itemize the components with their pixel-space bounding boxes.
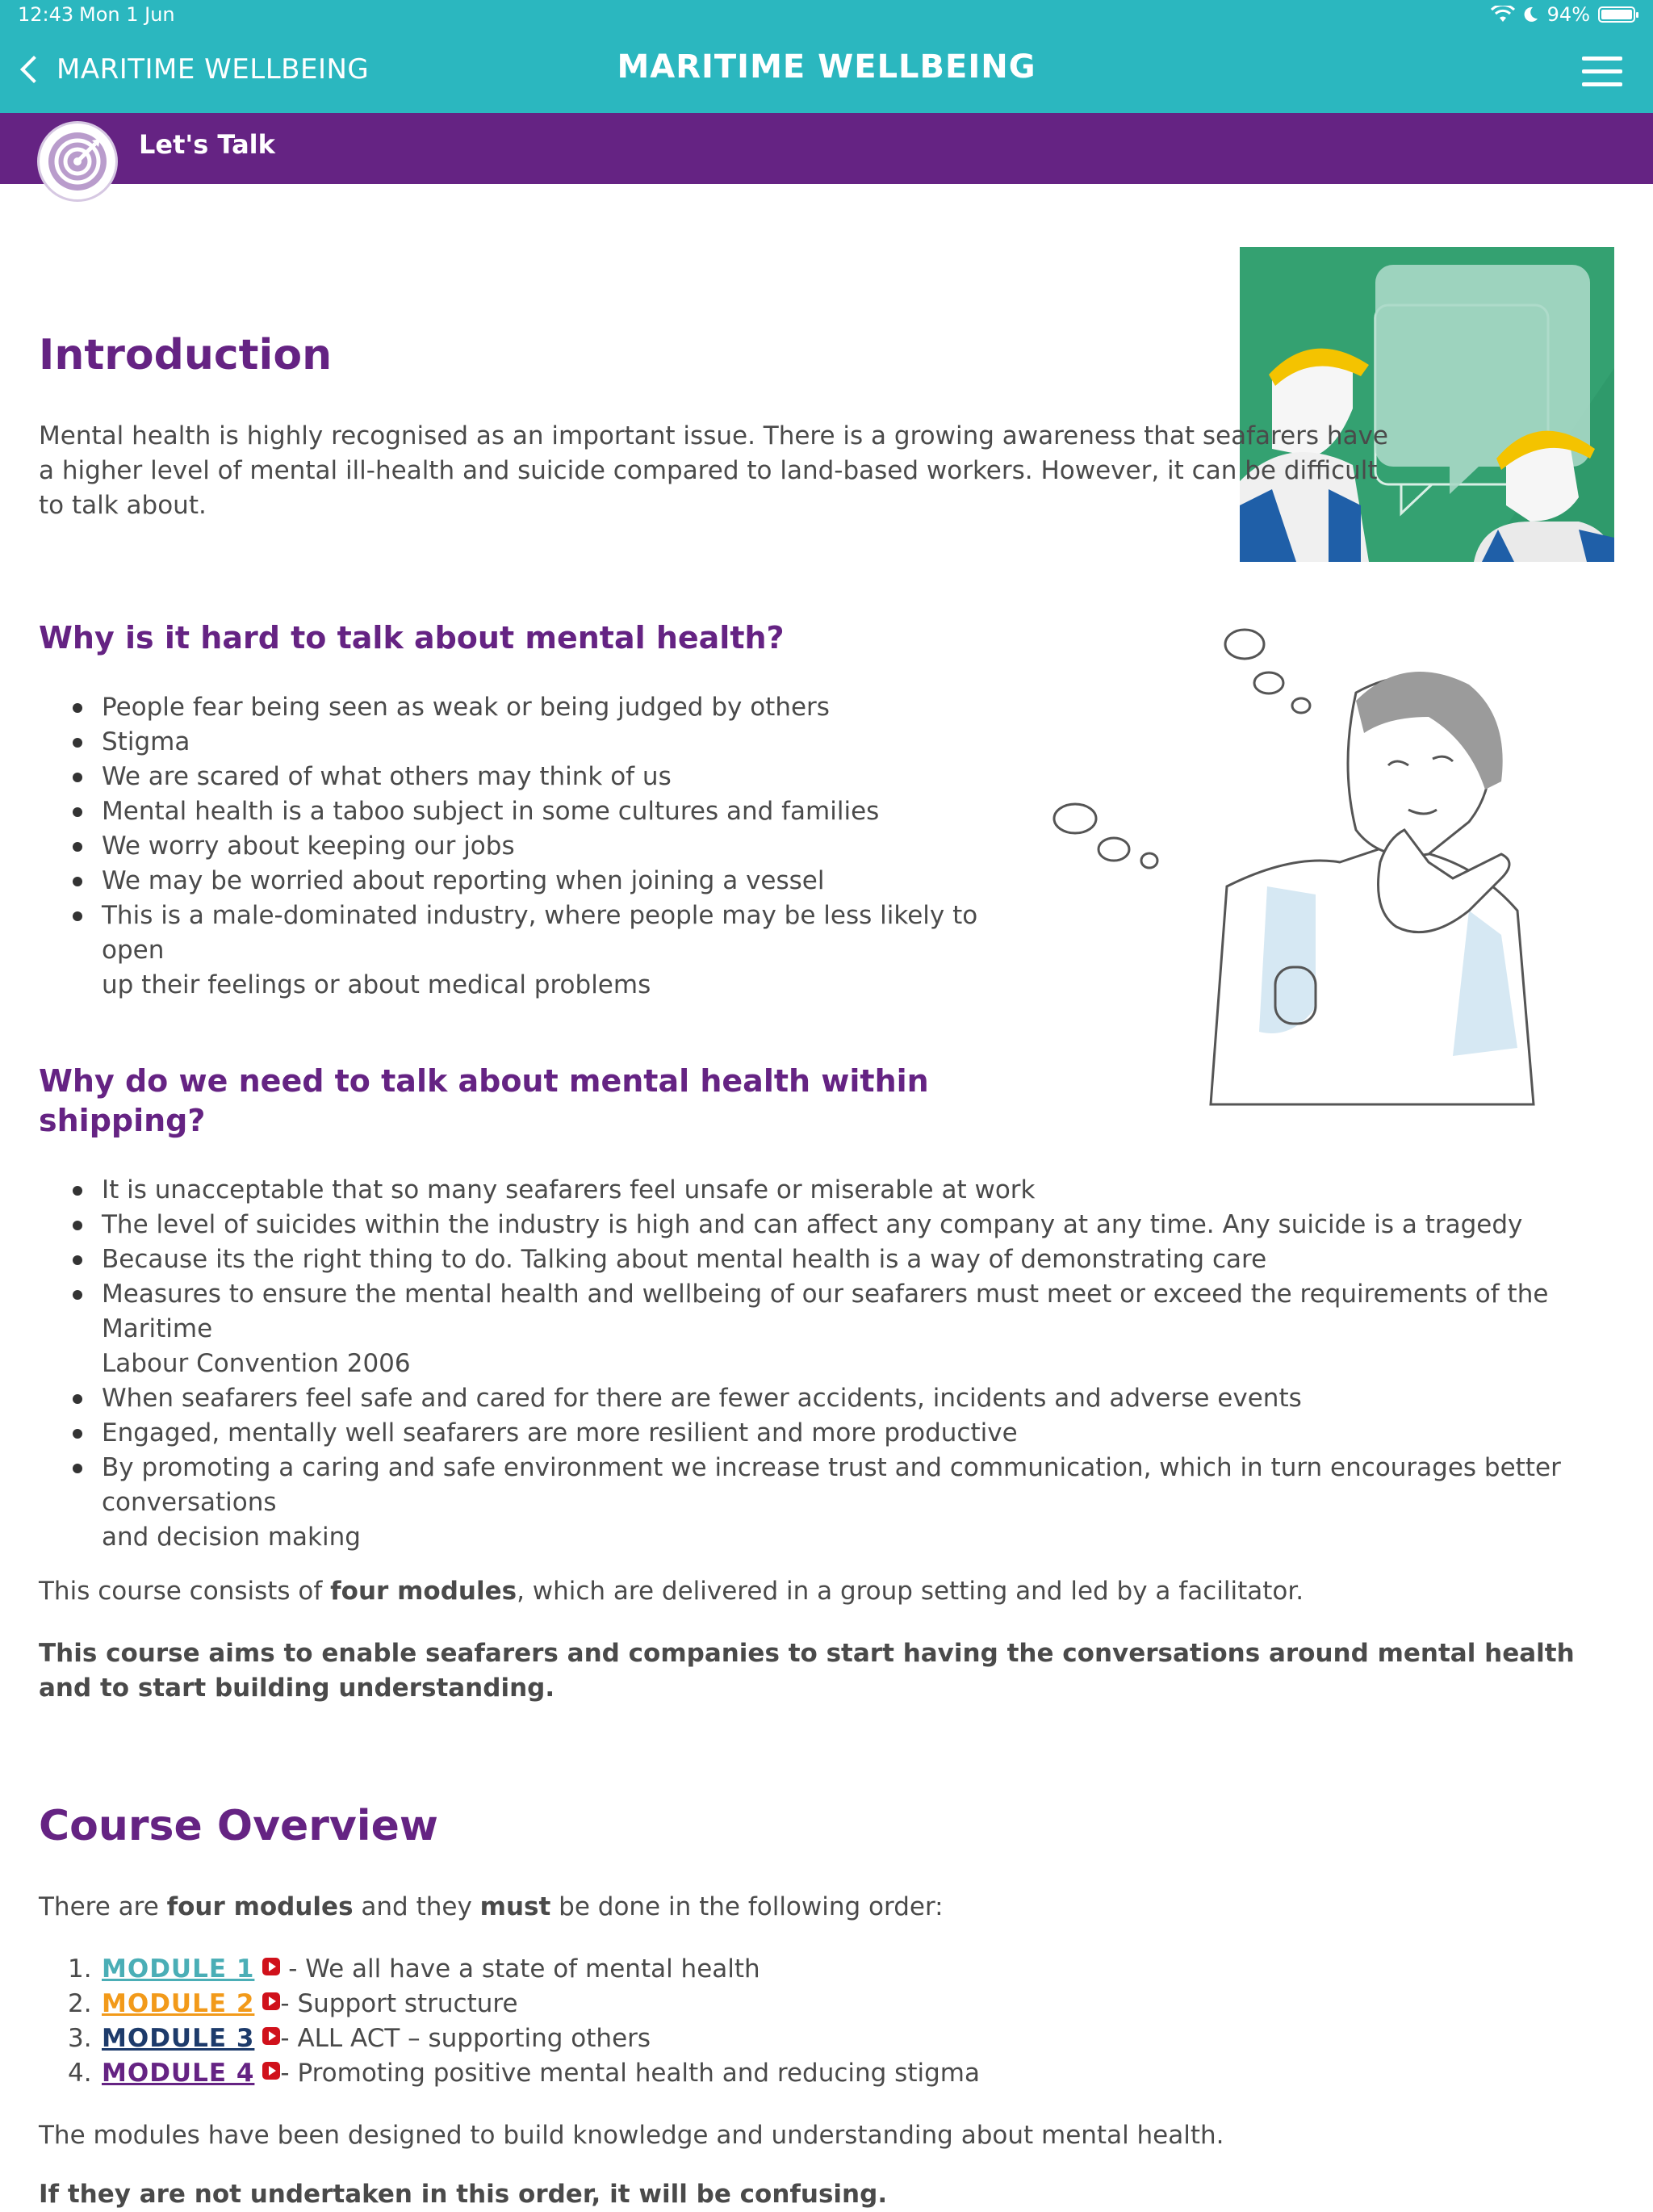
module-item-1 (39, 1952, 1621, 1987)
overview-intro-mid: and they (353, 1892, 480, 1921)
workers-conversation-image (1240, 247, 1614, 562)
list-item: Engaged, mentally well seafarers are more resilient and more productive (39, 1416, 1621, 1451)
course-aim-line-2: and to start building understanding. (39, 1674, 555, 1703)
list-item: By promoting a caring and safe environment we increase trust and communication, which in turn encourages better conversations (39, 1451, 1621, 1520)
module-number: 3. (68, 2024, 92, 2053)
module-item-3 (39, 2021, 1621, 2056)
list-item: People fear being seen as weak or being judged by others (39, 690, 1007, 725)
module-number: 4. (68, 2059, 92, 2088)
module-description: - ALL ACT – supporting others (280, 2024, 651, 2053)
list-item: Because its the right thing to do. Talking about mental health is a way of demonstrating care (39, 1242, 1621, 1277)
need-heading-line-2: shipping? (39, 1103, 206, 1138)
module-description: - Support structure (280, 1989, 518, 2018)
list-item: The level of suicides within the industry is high and can affect any company at any time. Any suicide is a tragedy (39, 1208, 1621, 1242)
module-list (39, 1952, 1621, 2091)
list-item-continuation: Labour Convention 2006 (102, 1349, 411, 1378)
app-header (0, 0, 1653, 113)
play-video-icon[interactable] (262, 1958, 280, 1975)
module-1-link[interactable]: MODULE 1 (102, 1954, 255, 1984)
status-indicators (1491, 3, 1635, 26)
module-2-link[interactable]: MODULE 2 (102, 1989, 255, 2018)
course-summary-bold: four modules (330, 1577, 517, 1606)
target-icon (37, 121, 118, 202)
list-item: This is a male-dominated industry, where people may be less likely to open (39, 899, 1007, 968)
module-description: - We all have a state of mental health (280, 1954, 760, 1984)
module-description: - Promoting positive mental health and reducing stigma (280, 2059, 980, 2088)
list-item: Measures to ensure the mental health and wellbeing of our seafarers must meet or exceed the requirements of the Maritime (39, 1277, 1621, 1347)
order-warning: If they are not undertaken in this order, it will be confusing. (39, 2180, 888, 2209)
need-heading-line-1: Why do we need to talk about mental health within (39, 1063, 929, 1099)
list-item-continuation: up their feelings or about medical problems (102, 970, 651, 999)
section-title: Let's Talk (139, 129, 275, 160)
overview-intro-bold-1: four modules (166, 1892, 354, 1921)
list-item: We may be worried about reporting when joining a vessel (39, 864, 1007, 899)
status-date: Mon 1 Jun (79, 3, 175, 26)
course-summary (39, 1574, 1304, 1609)
intro-line-2: a higher level of mental ill-health and suicide compared to land-based workers. However, it can be difficult (39, 456, 1378, 485)
moon-icon (1523, 6, 1539, 23)
list-item-continuation: and decision making (102, 1523, 361, 1552)
section-bar (0, 113, 1653, 184)
course-summary-pre: This course consists of (39, 1577, 331, 1606)
overview-intro-pre: There are (39, 1892, 167, 1921)
play-video-icon[interactable] (262, 2027, 280, 2045)
hamburger-menu-icon[interactable] (1582, 57, 1622, 87)
module-3-link[interactable]: MODULE 3 (102, 2024, 255, 2053)
module-number: 2. (68, 1989, 92, 2018)
play-video-icon[interactable] (262, 2062, 280, 2080)
need-list (39, 1173, 1621, 1555)
overview-heading: Course Overview (39, 1802, 438, 1850)
intro-line-3: to talk about. (39, 491, 207, 520)
list-item: We worry about keeping our jobs (39, 829, 1007, 864)
overview-intro-bold-2: must (479, 1892, 551, 1921)
thinking-man-image (1049, 620, 1614, 1121)
module-item-2 (39, 1987, 1621, 2021)
intro-line-1: Mental health is highly recognised as an important issue. There is a growing awareness that seafarers have (39, 421, 1388, 450)
course-aim-line-1: This course aims to enable seafarers and companies to start having the conversations around mental health (39, 1639, 1575, 1668)
back-button-label: MARITIME WELLBEING (56, 53, 370, 86)
overview-intro (39, 1890, 944, 1925)
list-item: Stigma (39, 725, 1007, 760)
modules-designed-note: The modules have been designed to build knowledge and understanding about mental health. (39, 2121, 1224, 2150)
wifi-icon (1491, 6, 1515, 23)
list-item: It is unacceptable that so many seafarers feel unsafe or miserable at work (39, 1173, 1621, 1208)
status-time: 12:43 (18, 3, 74, 26)
intro-heading: Introduction (39, 331, 333, 379)
module-4-link[interactable]: MODULE 4 (102, 2059, 255, 2088)
list-item: Mental health is a taboo subject in some cultures and families (39, 794, 1007, 829)
battery-percent: 94% (1546, 3, 1590, 26)
overview-intro-post: be done in the following order: (550, 1892, 944, 1921)
module-number: 1. (68, 1954, 92, 1984)
hard-heading: Why is it hard to talk about mental health? (39, 620, 785, 656)
battery-icon (1598, 6, 1635, 23)
page-title: MARITIME WELLBEING (617, 48, 1036, 86)
module-item-4 (39, 2056, 1621, 2091)
list-item: We are scared of what others may think of us (39, 760, 1007, 794)
hard-list (39, 690, 1007, 1003)
course-summary-post: , which are delivered in a group setting and led by a facilitator. (517, 1577, 1304, 1606)
list-item: When seafarers feel safe and cared for there are fewer accidents, incidents and adverse events (39, 1381, 1621, 1416)
play-video-icon[interactable] (262, 1992, 280, 2010)
